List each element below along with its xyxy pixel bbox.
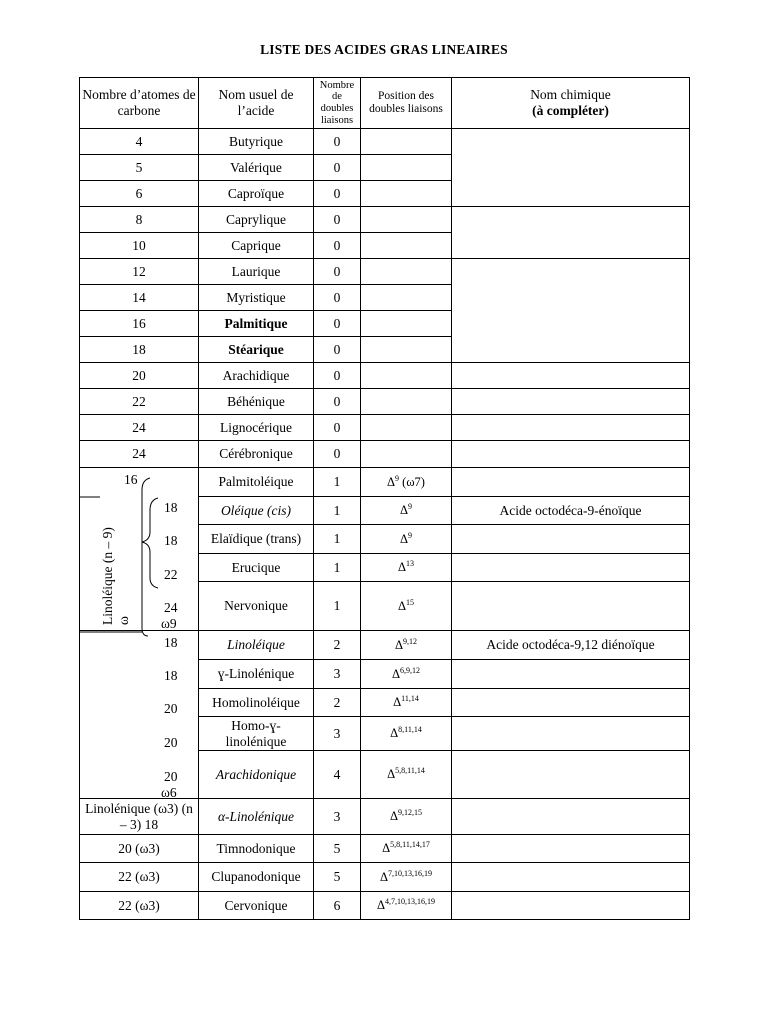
table-row [80, 363, 690, 389]
double-bond-position [361, 181, 452, 207]
double-bond-position [361, 233, 452, 259]
double-bond-position: $\Delta^9$ [361, 497, 452, 525]
double-bond-position [361, 441, 452, 468]
double-bond-position: $\Delta^{15}$ [361, 582, 452, 631]
chemical-name-cell [452, 259, 690, 363]
common-name: Timnodonique [199, 835, 314, 863]
double-bond-count: 0 [314, 259, 361, 285]
double-bond-count: 0 [314, 363, 361, 389]
carbon-count: 22 [164, 567, 178, 582]
common-name: Lignocérique [199, 415, 314, 441]
common-name: Laurique [199, 259, 314, 285]
header-chemical-name-line2: (à compléter) [532, 103, 609, 118]
carbon-count-omega: ω6 [161, 785, 177, 800]
carbon-count: 18 [164, 533, 178, 548]
carbon-count-omega: ω9 [161, 616, 177, 631]
double-bond-count: 0 [314, 233, 361, 259]
double-bond-count: 1 [314, 468, 361, 497]
double-bond-count: 4 [314, 751, 361, 799]
chemical-name-cell [452, 129, 690, 207]
carbon-count: 20 [164, 769, 178, 784]
double-bond-position [361, 363, 452, 389]
carbon-count: 18 [164, 668, 178, 683]
carbon-count: 22 (ω3) [80, 863, 199, 892]
double-bond-position [361, 415, 452, 441]
double-bond-count: 0 [314, 415, 361, 441]
common-name: Caproïque [199, 181, 314, 207]
chemical-name-cell [452, 799, 690, 835]
chemical-name-cell [452, 892, 690, 920]
header-chemical-name [452, 78, 690, 129]
chemical-name-cell: Acide octodéca-9-énoïque [452, 497, 690, 525]
common-name: Palmitoléique [199, 468, 314, 497]
double-bond-count: 1 [314, 554, 361, 582]
table-row [80, 799, 690, 835]
table-row [80, 415, 690, 441]
chemical-name-cell [452, 363, 690, 389]
common-name: Palmitique [199, 311, 314, 337]
chemical-name-cell [452, 660, 690, 689]
page-title: LISTE DES ACIDES GRAS LINEAIRES [260, 42, 508, 57]
carbon-count: 22 (ω3) [80, 892, 199, 920]
common-name: Valérique [199, 155, 314, 181]
header-chemical-name-line1: Nom chimique [530, 87, 611, 103]
carbon-count: 24 [164, 600, 178, 615]
double-bond-position [361, 337, 452, 363]
carbon-count: 6 [80, 181, 199, 207]
common-name: Butyrique [199, 129, 314, 155]
carbon-count: 4 [80, 129, 199, 155]
chemical-name-cell [452, 689, 690, 717]
carbon-count: 16 [124, 472, 138, 487]
double-bond-position [361, 285, 452, 311]
carbon-count: 8 [80, 207, 199, 233]
carbon-count: 10 [80, 233, 199, 259]
double-bond-position: $\Delta^9$ [361, 525, 452, 554]
header-carbon-count: Nombre d’atomes de carbone [80, 78, 199, 129]
double-bond-count: 1 [314, 582, 361, 631]
fatty-acids-table [79, 77, 689, 920]
double-bond-count: 1 [314, 525, 361, 554]
carbon-count: 20 [164, 735, 178, 750]
omega6-carbon-cell [80, 631, 199, 799]
common-name: Caprylique [199, 207, 314, 233]
common-name: Béhénique [199, 389, 314, 415]
common-name: Linoléique [199, 631, 314, 660]
chemical-name-cell [452, 863, 690, 892]
double-bond-position [361, 389, 452, 415]
common-name: Cérébronique [199, 441, 314, 468]
common-name: Clupanodonique [199, 863, 314, 892]
double-bond-position [361, 311, 452, 337]
chemical-name-cell [452, 554, 690, 582]
carbon-count: 20 [80, 363, 199, 389]
table-row [80, 835, 690, 863]
table-row [80, 259, 690, 285]
double-bond-count: 5 [314, 835, 361, 863]
table-row [80, 207, 690, 233]
chemical-name-cell [452, 751, 690, 799]
double-bond-position: Δ$^{8,11,14}$ [361, 717, 452, 751]
chemical-name-cell [452, 415, 690, 441]
table-row [80, 129, 690, 155]
double-bond-position: Δ$^{5,8,11,14,17}$ [361, 835, 452, 863]
common-name: Arachidonique [199, 751, 314, 799]
header-common-name: Nom usuel de l’acide [199, 78, 314, 129]
carbon-count: 20 [164, 701, 178, 716]
double-bond-position: Δ$^{9,12,15}$ [361, 799, 452, 835]
carbon-count: 24 [80, 415, 199, 441]
chemical-name-cell [452, 582, 690, 631]
double-bond-count: 0 [314, 311, 361, 337]
double-bond-count: 6 [314, 892, 361, 920]
chemical-name-cell [452, 468, 690, 497]
common-name: Myristique [199, 285, 314, 311]
common-name: Homolinoléique [199, 689, 314, 717]
chemical-name-cell: Acide octodéca-9,12 diénoïque [452, 631, 690, 660]
double-bond-count: 0 [314, 181, 361, 207]
chemical-name-cell [452, 525, 690, 554]
double-bond-count: 2 [314, 631, 361, 660]
double-bond-count: 0 [314, 285, 361, 311]
carbon-count: 14 [80, 285, 199, 311]
carbon-count: Linolénique (ω3) (n – 3) 18 [80, 799, 199, 835]
double-bond-position [361, 129, 452, 155]
chemical-name-cell [452, 441, 690, 468]
double-bond-position: $\Delta^{13}$ [361, 554, 452, 582]
common-name: Arachidique [199, 363, 314, 389]
common-name: Homo-ɣ-linolénique [199, 717, 314, 751]
double-bond-position: Δ$^{7,10,13,16,19}$ [361, 863, 452, 892]
double-bond-position [361, 207, 452, 233]
double-bond-count: 3 [314, 799, 361, 835]
table-row [80, 631, 690, 660]
common-name: α-Linolénique [199, 799, 314, 835]
chemical-name-cell [452, 835, 690, 863]
double-bond-count: 0 [314, 389, 361, 415]
double-bond-position: Δ$^{6,9,12}$ [361, 660, 452, 689]
group-label-omega: ω [116, 616, 131, 625]
double-bond-position: Δ$^{5,8,11,14}$ [361, 751, 452, 799]
double-bond-count: 0 [314, 155, 361, 181]
table-row [80, 468, 690, 497]
carbon-count: 16 [80, 311, 199, 337]
double-bond-position: $\Delta^9$ (ω7) [361, 468, 452, 497]
double-bond-position: Δ$^{11,14}$ [361, 689, 452, 717]
common-name: Cervonique [199, 892, 314, 920]
double-bond-position: Δ$^{4,7,10,13,16,19}$ [361, 892, 452, 920]
common-name: Elaïdique (trans) [199, 525, 314, 554]
double-bond-count: 5 [314, 863, 361, 892]
common-name: Caprique [199, 233, 314, 259]
carbon-count: 18 [80, 337, 199, 363]
double-bond-count: 3 [314, 660, 361, 689]
common-name: Erucique [199, 554, 314, 582]
table-row [80, 389, 690, 415]
chemical-name-cell [452, 717, 690, 751]
group-label-rotated: Linoléique (n – 9) [100, 527, 115, 625]
omega9-carbon-cell [80, 468, 199, 631]
table-row [80, 863, 690, 892]
double-bond-count: 0 [314, 337, 361, 363]
double-bond-count: 0 [314, 207, 361, 233]
double-bond-count: 0 [314, 129, 361, 155]
chemical-name-cell [452, 207, 690, 259]
carbon-count: 5 [80, 155, 199, 181]
common-name: Stéarique [199, 337, 314, 363]
double-bond-count: 3 [314, 717, 361, 751]
double-bond-position [361, 259, 452, 285]
delta-symbol: Δ [387, 474, 396, 489]
carbon-count: 12 [80, 259, 199, 285]
common-name: Oléique (cis) [199, 497, 314, 525]
table-row [80, 892, 690, 920]
common-name: Nervonique [199, 582, 314, 631]
common-name: ɣ-Linolénique [199, 660, 314, 689]
chemical-name-cell [452, 389, 690, 415]
carbon-count: 20 (ω3) [80, 835, 199, 863]
header-double-bond-position: Position des doubles liaisons [361, 78, 452, 129]
double-bond-count: 1 [314, 497, 361, 525]
double-bond-count: 0 [314, 441, 361, 468]
table-row [80, 441, 690, 468]
carbon-count: 18 [164, 500, 178, 515]
carbon-count: 24 [80, 441, 199, 468]
header-double-bond-count: Nombre de doubles liaisons [314, 78, 361, 129]
double-bond-position [361, 155, 452, 181]
double-bond-position: Δ$^{9,12}$ [361, 631, 452, 660]
carbon-count: 22 [80, 389, 199, 415]
double-bond-count: 2 [314, 689, 361, 717]
carbon-count: 18 [164, 635, 178, 650]
